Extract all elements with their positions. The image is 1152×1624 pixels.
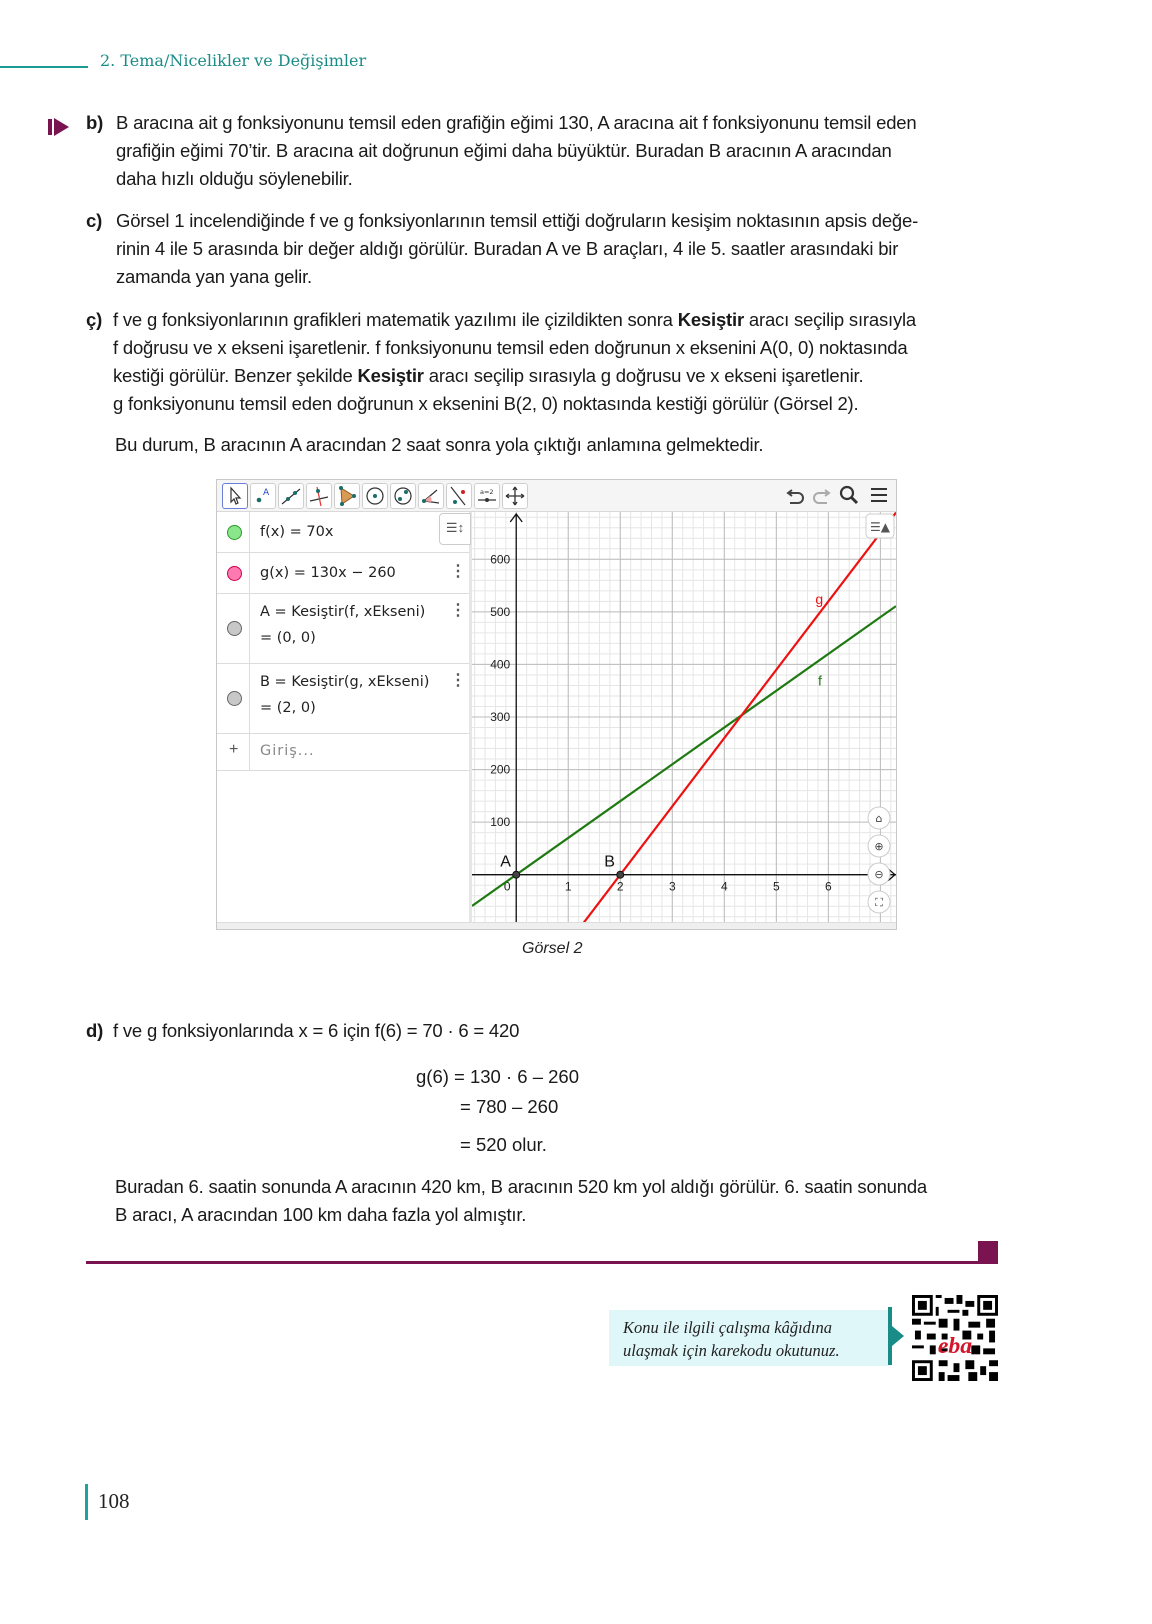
graphics-view[interactable]	[472, 512, 896, 922]
row-menu-icon[interactable]: ⋮	[450, 602, 466, 619]
home-icon: ⌂	[875, 812, 883, 825]
qr-info-box	[609, 1310, 889, 1366]
slider-tool-button[interactable]	[474, 483, 500, 509]
conic-tool-button[interactable]	[390, 483, 416, 509]
series-line-f	[472, 606, 896, 906]
math-line: g(6) = 130 · 6 – 260	[416, 1066, 580, 1087]
graph-canvas[interactable]	[472, 512, 896, 922]
zoom-in-icon: ⊕	[874, 840, 884, 853]
cursor-arrow-icon	[223, 484, 247, 508]
math-line: f ve g fonksiyonlarında x = 6 için f(6) = 70 · 6 = 420	[113, 1020, 520, 1041]
page-number-bar	[85, 1484, 88, 1520]
text-line: B aracı, A aracından 100 km daha fazla yol almıştır.	[115, 1204, 527, 1225]
algebra-result: = (2, 0)	[260, 700, 316, 716]
qr-code-icon	[912, 1295, 998, 1381]
text-line: grafiğin eğimi 70’tir. B aracına ait doğrunun eğimi daha büyüktür. Buradan B aracının A aracından	[116, 140, 892, 161]
row-menu-icon[interactable]: ⋮	[450, 563, 466, 580]
svg-text:a=2: a=2	[480, 488, 494, 496]
fullscreen-icon: ⛶	[875, 896, 883, 909]
move-graphics-tool-button[interactable]	[502, 483, 528, 509]
algebra-expression[interactable]: B = Kesiştir(g, xEkseni)	[260, 674, 430, 690]
redo-icon	[809, 483, 833, 507]
polygon-tool-button[interactable]	[334, 483, 360, 509]
slider-icon	[475, 484, 499, 508]
conclusion-cc: Bu durum, B aracının A aracından 2 saat sonra yola çıktığı anlamına gelmektedir.	[115, 434, 764, 455]
reflect-tool-button[interactable]	[446, 483, 472, 509]
algebra-expression[interactable]: g(x) = 130x − 260	[260, 565, 396, 581]
series-label-g: g	[815, 590, 824, 607]
move-tool-button[interactable]	[222, 483, 248, 509]
point-B	[617, 871, 624, 878]
math-line: = 780 – 260	[460, 1096, 559, 1117]
x-tick-label: 1	[564, 879, 572, 894]
perpendicular-icon	[307, 484, 331, 508]
reflect-icon	[447, 484, 471, 508]
keyword-kesistir: Kesiştir	[677, 309, 744, 330]
qr-code[interactable]	[912, 1295, 998, 1381]
conclusion-d	[115, 1173, 1015, 1229]
visibility-toggle-A[interactable]	[227, 621, 242, 636]
text-line: g fonksiyonunu temsil eden doğrunun x eksenini B(2, 0) noktasında kestiği görülür (Görsel 2).	[113, 393, 859, 414]
algebra-view	[217, 512, 472, 922]
algebra-expression[interactable]: A = Kesiştir(f, xEkseni)	[260, 604, 426, 620]
x-tick-label: 0	[503, 879, 511, 894]
keyword-kesistir: Kesiştir	[357, 365, 424, 386]
header-rule	[0, 66, 88, 68]
bottom-strip	[217, 922, 896, 929]
angle-tool-button[interactable]	[418, 483, 444, 509]
section-end-rule	[86, 1261, 978, 1264]
info-line: Konu ile ilgili çalışma kâğıdına	[623, 1318, 832, 1337]
point-label-A: A	[500, 853, 511, 871]
move-arrows-icon	[503, 484, 527, 508]
figure-caption: Görsel 2	[522, 940, 583, 957]
label-b: b)	[86, 112, 104, 133]
circle-icon	[363, 484, 387, 508]
eba-logo: eba	[937, 1332, 973, 1359]
x-tick-label: 2	[616, 879, 624, 894]
algebra-result: = (0, 0)	[260, 630, 316, 646]
point-label-B: B	[604, 853, 615, 871]
algebra-sort-button[interactable]: ☰↕	[439, 513, 471, 545]
search-button[interactable]	[837, 483, 861, 507]
text-line: rinin 4 ile 5 arasında bir değer aldığı görülür. Buradan A ve B araçları, 4 ile 5. saatler arasındaki bir	[116, 238, 899, 259]
algebra-row-g[interactable]	[217, 553, 469, 594]
zoom-out-icon: ⊖	[874, 868, 884, 881]
line-tool-button[interactable]	[278, 483, 304, 509]
page-number: 108	[98, 1489, 130, 1513]
x-tick-label: 3	[668, 879, 676, 894]
chapter-title: 2. Tema/Nicelikler ve Değişimler	[100, 51, 367, 70]
math-line: = 520 olur.	[460, 1134, 547, 1155]
main-menu-button[interactable]	[867, 483, 891, 507]
text-line: f ve g fonksiyonlarının grafikleri matematik yazılımı ile çizildikten sonra Kesiştir aracı seçilip sırasıyla	[113, 309, 917, 330]
section-end-marker	[978, 1241, 998, 1264]
algebra-row-B[interactable]	[217, 664, 469, 734]
redo-button[interactable]	[809, 483, 833, 507]
perpendicular-tool-button[interactable]	[306, 483, 332, 509]
y-tick-label: 600	[490, 552, 511, 567]
geogebra-window	[216, 479, 897, 930]
point-tool-button[interactable]	[250, 483, 276, 509]
paragraph-d	[86, 1017, 519, 1045]
search-icon	[837, 483, 861, 507]
label-cc: ç)	[86, 309, 103, 330]
conic-icon	[391, 484, 415, 508]
algebra-row-f[interactable]	[217, 512, 469, 553]
text-line: daha hızlı olduğu söylenebilir.	[116, 168, 353, 189]
text-line: Buradan 6. saatin sonunda A aracının 420 km, B aracının 520 km yol aldığı görülür. 6. saatin sonunda	[115, 1176, 928, 1197]
paragraph-cc	[86, 306, 1006, 418]
add-icon[interactable]: +	[229, 741, 239, 758]
polygon-icon	[335, 484, 359, 508]
paragraph-b	[86, 109, 1006, 193]
undo-button[interactable]	[784, 483, 808, 507]
y-tick-label: 300	[490, 710, 511, 724]
y-tick-label: 100	[490, 815, 511, 830]
point-A	[513, 871, 520, 878]
label-d: d)	[86, 1020, 104, 1041]
text-line: kestiği görülür. Benzer şekilde Kesiştir aracı seçilip sırasıyla g doğrusu ve x ekseni işaretlenir.	[113, 365, 864, 386]
series-label-f: f	[817, 672, 822, 689]
y-tick-label: 400	[490, 657, 511, 672]
visibility-toggle-f[interactable]	[227, 525, 242, 540]
x-tick-label: 5	[772, 879, 780, 894]
algebra-expression[interactable]: f(x) = 70x	[260, 524, 334, 540]
text-line: f doğrusu ve x ekseni işaretlenir. f fonksiyonunu temsil eden doğrunun x eksenini A(0, 0) noktasında	[113, 337, 908, 358]
pointer-arrow-icon	[892, 1326, 904, 1346]
style-bar-icon: ☰▲	[870, 520, 890, 534]
circle-tool-button[interactable]	[362, 483, 388, 509]
y-tick-label: 500	[490, 604, 511, 619]
point-icon	[251, 484, 275, 508]
line-icon	[279, 484, 303, 508]
algebra-row-A[interactable]	[217, 594, 469, 664]
hamburger-menu-icon	[867, 483, 891, 507]
section-arrow-icon	[48, 118, 70, 136]
info-line: ulaşmak için karekodu okutunuz.	[623, 1341, 840, 1360]
svg-text:A: A	[263, 488, 270, 498]
toolbar	[217, 480, 896, 512]
x-tick-label: 6	[825, 879, 832, 894]
visibility-toggle-B[interactable]	[227, 691, 242, 706]
undo-icon	[784, 483, 808, 507]
algebra-input-row[interactable]	[217, 734, 469, 771]
y-tick-label: 200	[490, 762, 511, 777]
x-tick-label: 4	[720, 879, 728, 894]
row-menu-icon[interactable]: ⋮	[450, 672, 466, 689]
algebra-input[interactable]: Giriş...	[260, 743, 315, 759]
text-line: B aracına ait g fonksiyonunu temsil eden grafiğin eğimi 130, A aracına ait f fonksiyonunu temsil eden	[116, 112, 917, 133]
angle-icon	[419, 484, 443, 508]
text-line: zamanda yan yana gelir.	[116, 266, 312, 287]
visibility-toggle-g[interactable]	[227, 566, 242, 581]
text-line: Görsel 1 incelendiğinde f ve g fonksiyonlarının temsil ettiği doğruların kesişim noktasının apsis değe-	[116, 210, 919, 231]
paragraph-c	[86, 207, 1006, 291]
label-c: c)	[86, 210, 103, 231]
